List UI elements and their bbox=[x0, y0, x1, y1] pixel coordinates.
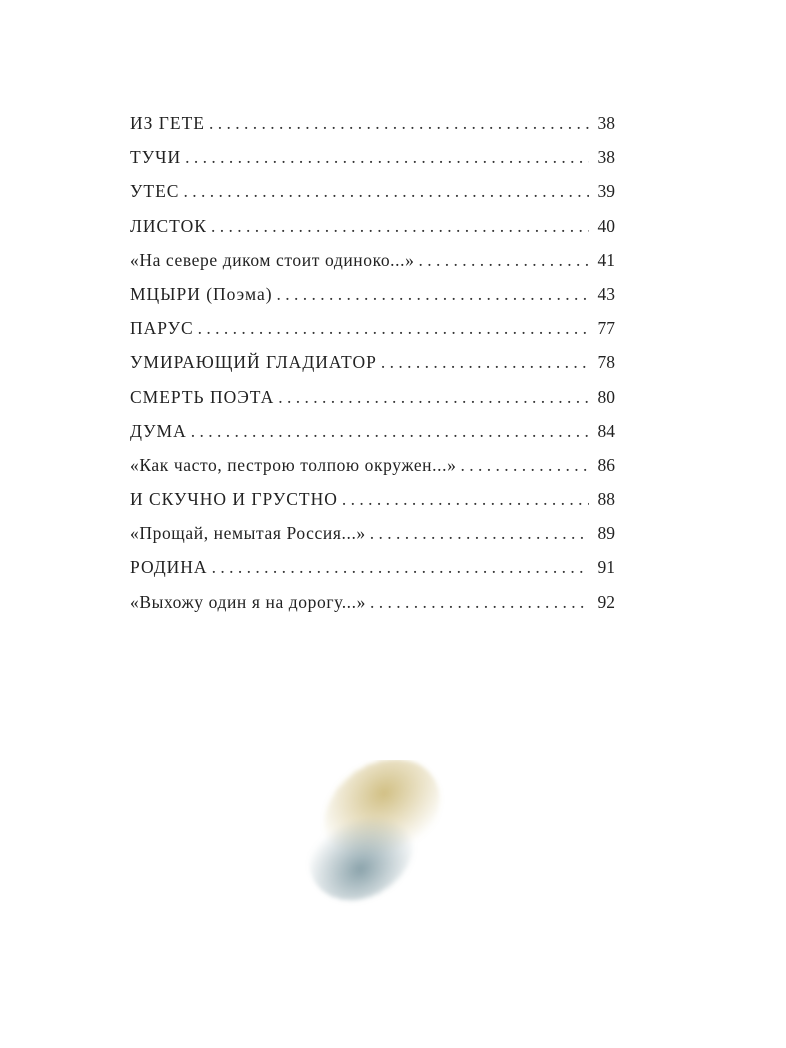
toc-entry-title: ПАРУС bbox=[130, 318, 194, 339]
toc-leader-dots bbox=[212, 550, 589, 584]
toc-entry-title: РОДИНА bbox=[130, 557, 208, 578]
toc-entry-page: 89 bbox=[597, 523, 615, 544]
toc-entry-title: УТЕС bbox=[130, 181, 180, 202]
toc-entry-page: 43 bbox=[597, 283, 615, 304]
toc-entry-title: МЦЫРИ (Поэма) bbox=[130, 283, 273, 304]
toc-leader-dots bbox=[381, 345, 589, 379]
toc-entry-page: 80 bbox=[597, 386, 615, 407]
toc-leader-dots bbox=[278, 380, 589, 414]
toc-entry-title: УМИРАЮЩИЙ ГЛАДИАТОР bbox=[130, 352, 377, 373]
toc-leader-dots bbox=[342, 482, 589, 516]
toc-entry-page: 40 bbox=[597, 215, 615, 236]
toc-entry-title: И СКУЧНО И ГРУСТНО bbox=[130, 489, 338, 510]
toc-entry-page: 88 bbox=[597, 489, 615, 510]
toc-entry-title: ТУЧИ bbox=[130, 147, 182, 168]
toc-leader-dots bbox=[370, 585, 589, 619]
toc-leader-dots bbox=[277, 277, 589, 311]
toc-entry-title: ДУМА bbox=[130, 420, 187, 441]
toc-leader-dots bbox=[418, 243, 589, 277]
toc-entry[interactable] bbox=[130, 106, 615, 140]
toc-entry[interactable] bbox=[130, 277, 615, 311]
toc-entry[interactable] bbox=[130, 174, 615, 208]
toc-entry-page: 78 bbox=[597, 352, 615, 373]
toc-entry[interactable] bbox=[130, 209, 615, 243]
toc-entry[interactable] bbox=[130, 243, 615, 277]
toc-leader-dots bbox=[209, 106, 589, 140]
toc-entry-title: «На севере диком стоит одиноко...» bbox=[130, 249, 415, 270]
toc-leader-dots bbox=[183, 174, 589, 208]
toc-entry-page: 84 bbox=[597, 420, 615, 441]
table-of-contents bbox=[130, 106, 615, 619]
toc-entry[interactable] bbox=[130, 516, 615, 550]
toc-entry-page: 38 bbox=[597, 147, 615, 168]
toc-entry-page: 86 bbox=[597, 454, 615, 475]
toc-leader-dots bbox=[191, 414, 589, 448]
toc-entry[interactable] bbox=[130, 380, 615, 414]
toc-entry[interactable] bbox=[130, 345, 615, 379]
toc-leader-dots bbox=[198, 311, 589, 345]
watercolor-blot-ornament bbox=[300, 760, 450, 910]
toc-entry-title: СМЕРТЬ ПОЭТА bbox=[130, 386, 275, 407]
toc-entry-page: 38 bbox=[597, 113, 615, 133]
toc-entry-title: ЛИСТОК bbox=[130, 215, 207, 236]
toc-entry[interactable] bbox=[130, 482, 615, 516]
toc-entry[interactable] bbox=[130, 448, 615, 482]
toc-entry[interactable] bbox=[130, 140, 615, 174]
toc-entry[interactable] bbox=[130, 311, 615, 345]
toc-leader-dots bbox=[370, 516, 589, 550]
toc-entry[interactable] bbox=[130, 585, 615, 619]
toc-entry-title: «Выхожу один я на дорогу...» bbox=[130, 591, 366, 612]
toc-leader-dots bbox=[185, 140, 589, 174]
toc-entry-title: «Как часто, пестрою толпою окружен...» bbox=[130, 454, 457, 475]
toc-entry[interactable] bbox=[130, 550, 615, 584]
toc-entry[interactable] bbox=[130, 414, 615, 448]
toc-leader-dots bbox=[211, 209, 589, 243]
toc-entry-page: 41 bbox=[597, 249, 615, 270]
toc-leader-dots bbox=[460, 448, 589, 482]
toc-entry-title: «Прощай, немытая Россия...» bbox=[130, 523, 366, 544]
toc-entry-page: 92 bbox=[597, 591, 615, 612]
toc-entry-page: 91 bbox=[597, 557, 615, 578]
toc-entry-page: 39 bbox=[597, 181, 615, 202]
toc-entry-page: 77 bbox=[597, 318, 615, 339]
toc-entry-title: ИЗ ГЕТЕ bbox=[130, 113, 205, 133]
